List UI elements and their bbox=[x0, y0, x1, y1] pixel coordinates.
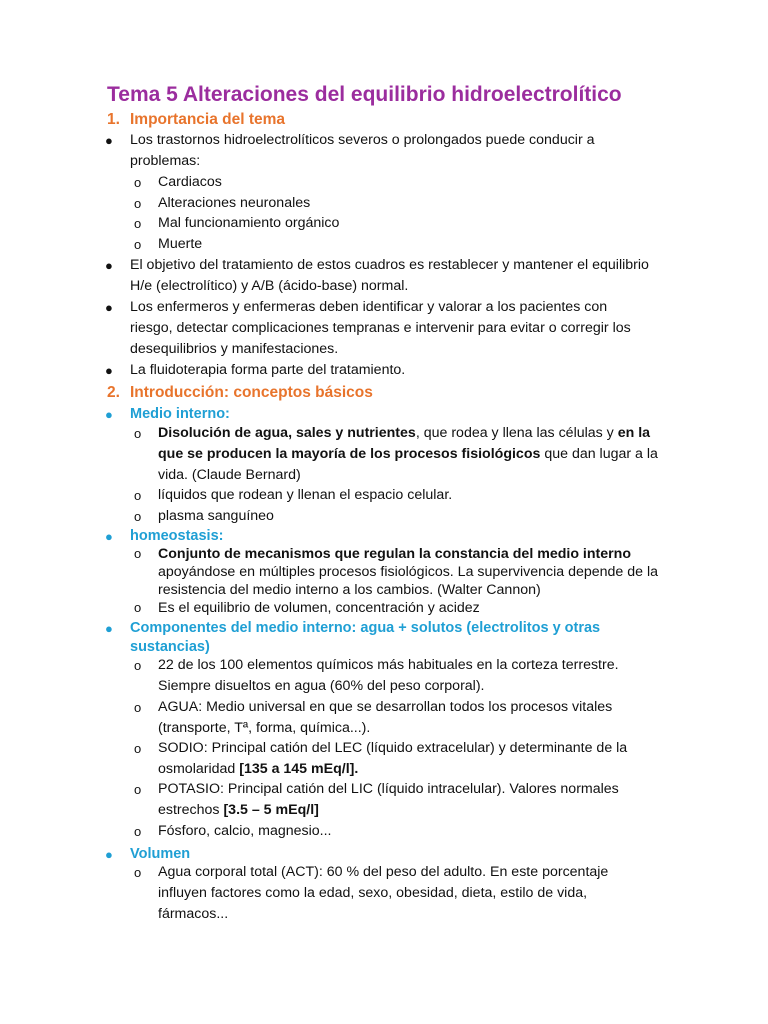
list-item: o AGUA: Medio universal en que se desarrollan todos los procesos vitales (transporte, Tª, forma, química...). bbox=[134, 699, 613, 736]
paragraph: ● Los trastornos hidroelectrolíticos severos o prolongados puede conducir a problemas: bbox=[105, 132, 595, 169]
hollow-bullet-icon: o bbox=[134, 488, 142, 503]
bullet-icon: ● bbox=[105, 621, 113, 636]
paragraph: ● El objetivo del tratamiento de estos cuadros es restablecer y mantener el equilibrio H/e (electrolítico) y A/B (ácido-base) normal. bbox=[105, 257, 649, 294]
subheading-volumen: ● Volumen bbox=[105, 846, 191, 862]
list-item: o Agua corporal total (ACT): 60 % del peso del adulto. En este porcentaje influyen factores como la edad, sexo, obesidad, dieta, estilo de vida, fármacos... bbox=[134, 864, 609, 922]
document-title: Tema 5 Alteraciones del equilibrio hidroelectrolítico bbox=[107, 83, 622, 106]
hollow-bullet-icon: o bbox=[134, 824, 142, 839]
list-item: o Mal funcionamiento orgánico bbox=[158, 213, 658, 234]
hollow-bullet-icon: o bbox=[134, 658, 142, 673]
list-item: o 22 de los 100 elementos químicos más habituales en la corteza terrestre. Siempre disueltos en agua (60% del peso corporal). bbox=[134, 657, 619, 694]
hollow-bullet-icon: o bbox=[134, 509, 142, 524]
bullet-icon: ● bbox=[105, 133, 113, 148]
list-item: o Disolución de agua, sales y nutrientes, que rodea y llena las células y en la que se producen la mayoría de los procesos fisiológicos que dan lugar a la vida. (Claude Bernard) bbox=[134, 425, 658, 483]
bullet-icon: ● bbox=[105, 847, 113, 862]
subheading-componentes: ● Componentes del medio interno: agua + solutos (electrolitos y otras sustancias) bbox=[105, 620, 601, 655]
bullet-icon: ● bbox=[105, 300, 113, 315]
hollow-bullet-icon: o bbox=[134, 426, 142, 441]
paragraph: ● La fluidoterapia forma parte del tratamiento. bbox=[130, 360, 650, 381]
list-item: o Alteraciones neuronales bbox=[158, 193, 658, 214]
paragraph: ● Los enfermeros y enfermeras deben identificar y valorar a los pacientes con riesgo, detectar complicaciones tempranas e intervenir para evitar o corregir los desequilibrios y manifestaciones. bbox=[105, 299, 631, 357]
hollow-bullet-icon: o bbox=[134, 175, 142, 190]
hollow-bullet-icon: o bbox=[134, 195, 142, 211]
hollow-bullet-icon: o bbox=[134, 782, 142, 797]
list-item: o Fósforo, calcio, magnesio... bbox=[158, 821, 658, 842]
hollow-bullet-icon: o bbox=[134, 865, 142, 880]
list-item: o SODIO: Principal catión del LEC (líquido extracelular) y determinante de la osmolaridad [135 a 145 mEq/l]. bbox=[134, 740, 628, 777]
list-item: o líquidos que rodean y llenan el espacio celular. bbox=[158, 485, 658, 506]
bullet-icon: ● bbox=[105, 258, 113, 273]
hollow-bullet-icon: o bbox=[134, 700, 142, 715]
hollow-bullet-icon: o bbox=[134, 546, 142, 561]
list-item: o Es el equilibrio de volumen, concentración y acidez bbox=[134, 600, 480, 616]
bullet-icon: ● bbox=[105, 407, 113, 422]
subheading-medio-interno: ● Medio interno: bbox=[105, 406, 230, 422]
subheading-homeostasis: ● homeostasis: bbox=[105, 528, 224, 544]
hollow-bullet-icon: o bbox=[134, 216, 142, 231]
hollow-bullet-icon: o bbox=[134, 741, 142, 756]
list-item: o Muerte bbox=[158, 234, 658, 255]
bullet-icon: ● bbox=[105, 529, 113, 544]
hollow-bullet-icon: o bbox=[134, 600, 142, 615]
list-item: o POTASIO: Principal catión del LIC (líquido intracelular). Valores normales estrechos [3.5 – 5 mEq/l] bbox=[134, 781, 619, 818]
hollow-bullet-icon: o bbox=[134, 236, 142, 252]
list-item: o plasma sanguíneo bbox=[158, 506, 658, 527]
list-item: o Conjunto de mecanismos que regulan la constancia del medio interno apoyándose en múltiples procesos fisiológicos. La supervivencia depende de la resistencia del medio interno a los cambios. (Walter Cannon) bbox=[134, 546, 659, 598]
list-item: o Cardiacos bbox=[158, 172, 658, 193]
document-page: Tema 5 Alteraciones del equilibrio hidroelectrolítico 1. Importancia del tema ● Los trastornos hidroelectrolíticos severos o prolongados puede conducir a problemas: o Cardiacos o Alteraciones neuronales o Mal funcionamiento orgánico o Muerte ● El objetivo del tratamiento de estos cuadros es restablecer y mantener el equilibrio H/e (electrolítico) y A/B (ácido-base) normal. ● Los enfermeros y enfermeras deben identificar y valorar a los pacientes con riesgo, detectar complicaciones tempranas e intervenir para evitar o corregir los desequilibrios y manifestaciones. ● La fluidoterapia forma parte del tratamiento. 2. Introducción: conceptos básicos ● Medio interno: o Disolución de agua, sales y nutrientes, que rodea y llena las células y en la que se producen la mayoría de los procesos fisiológicos que dan lugar a la vida. (Claude Bernard) o líquidos que rodean y llenan el espacio celular. o plasma sanguíneo ● homeostasis: o Conjunto de mecanismos que regulan la constancia del medio interno apoyándose en múltiples procesos fisiológicos. La supervivencia depende de la resistencia del medio interno a los cambios. (Walter Cannon) o Es el equilibrio de volumen, concentración y acidez ● Componentes del medio interno: agua + solutos (electrolitos y otras sustancias) o 22 de los 100 elementos químicos más habituales en la corteza terrestre. Siempre disueltos en agua (60% del peso corporal). o AGUA: Medio universal en que se desarrollan todos los procesos vitales (transporte, Tª, forma, química...). o SODIO: Principal catión del LEC (líquido extracelular) y determinante de la osmolaridad [135 a 145 mEq/l]. o POTASIO: Principal catión del LIC (líquido intracelular). Valores normales estrechos [3.5 – 5 mEq/l] o Fósforo, calcio, magnesio... ● Volumen o Agua corporal total (ACT): 60 % del peso del adulto. En este porcentaje influyen factores como la edad, sexo, obesidad, dieta, estilo de vida, fármacos... bbox=[0, 0, 768, 1024]
bullet-icon: ● bbox=[105, 363, 113, 378]
